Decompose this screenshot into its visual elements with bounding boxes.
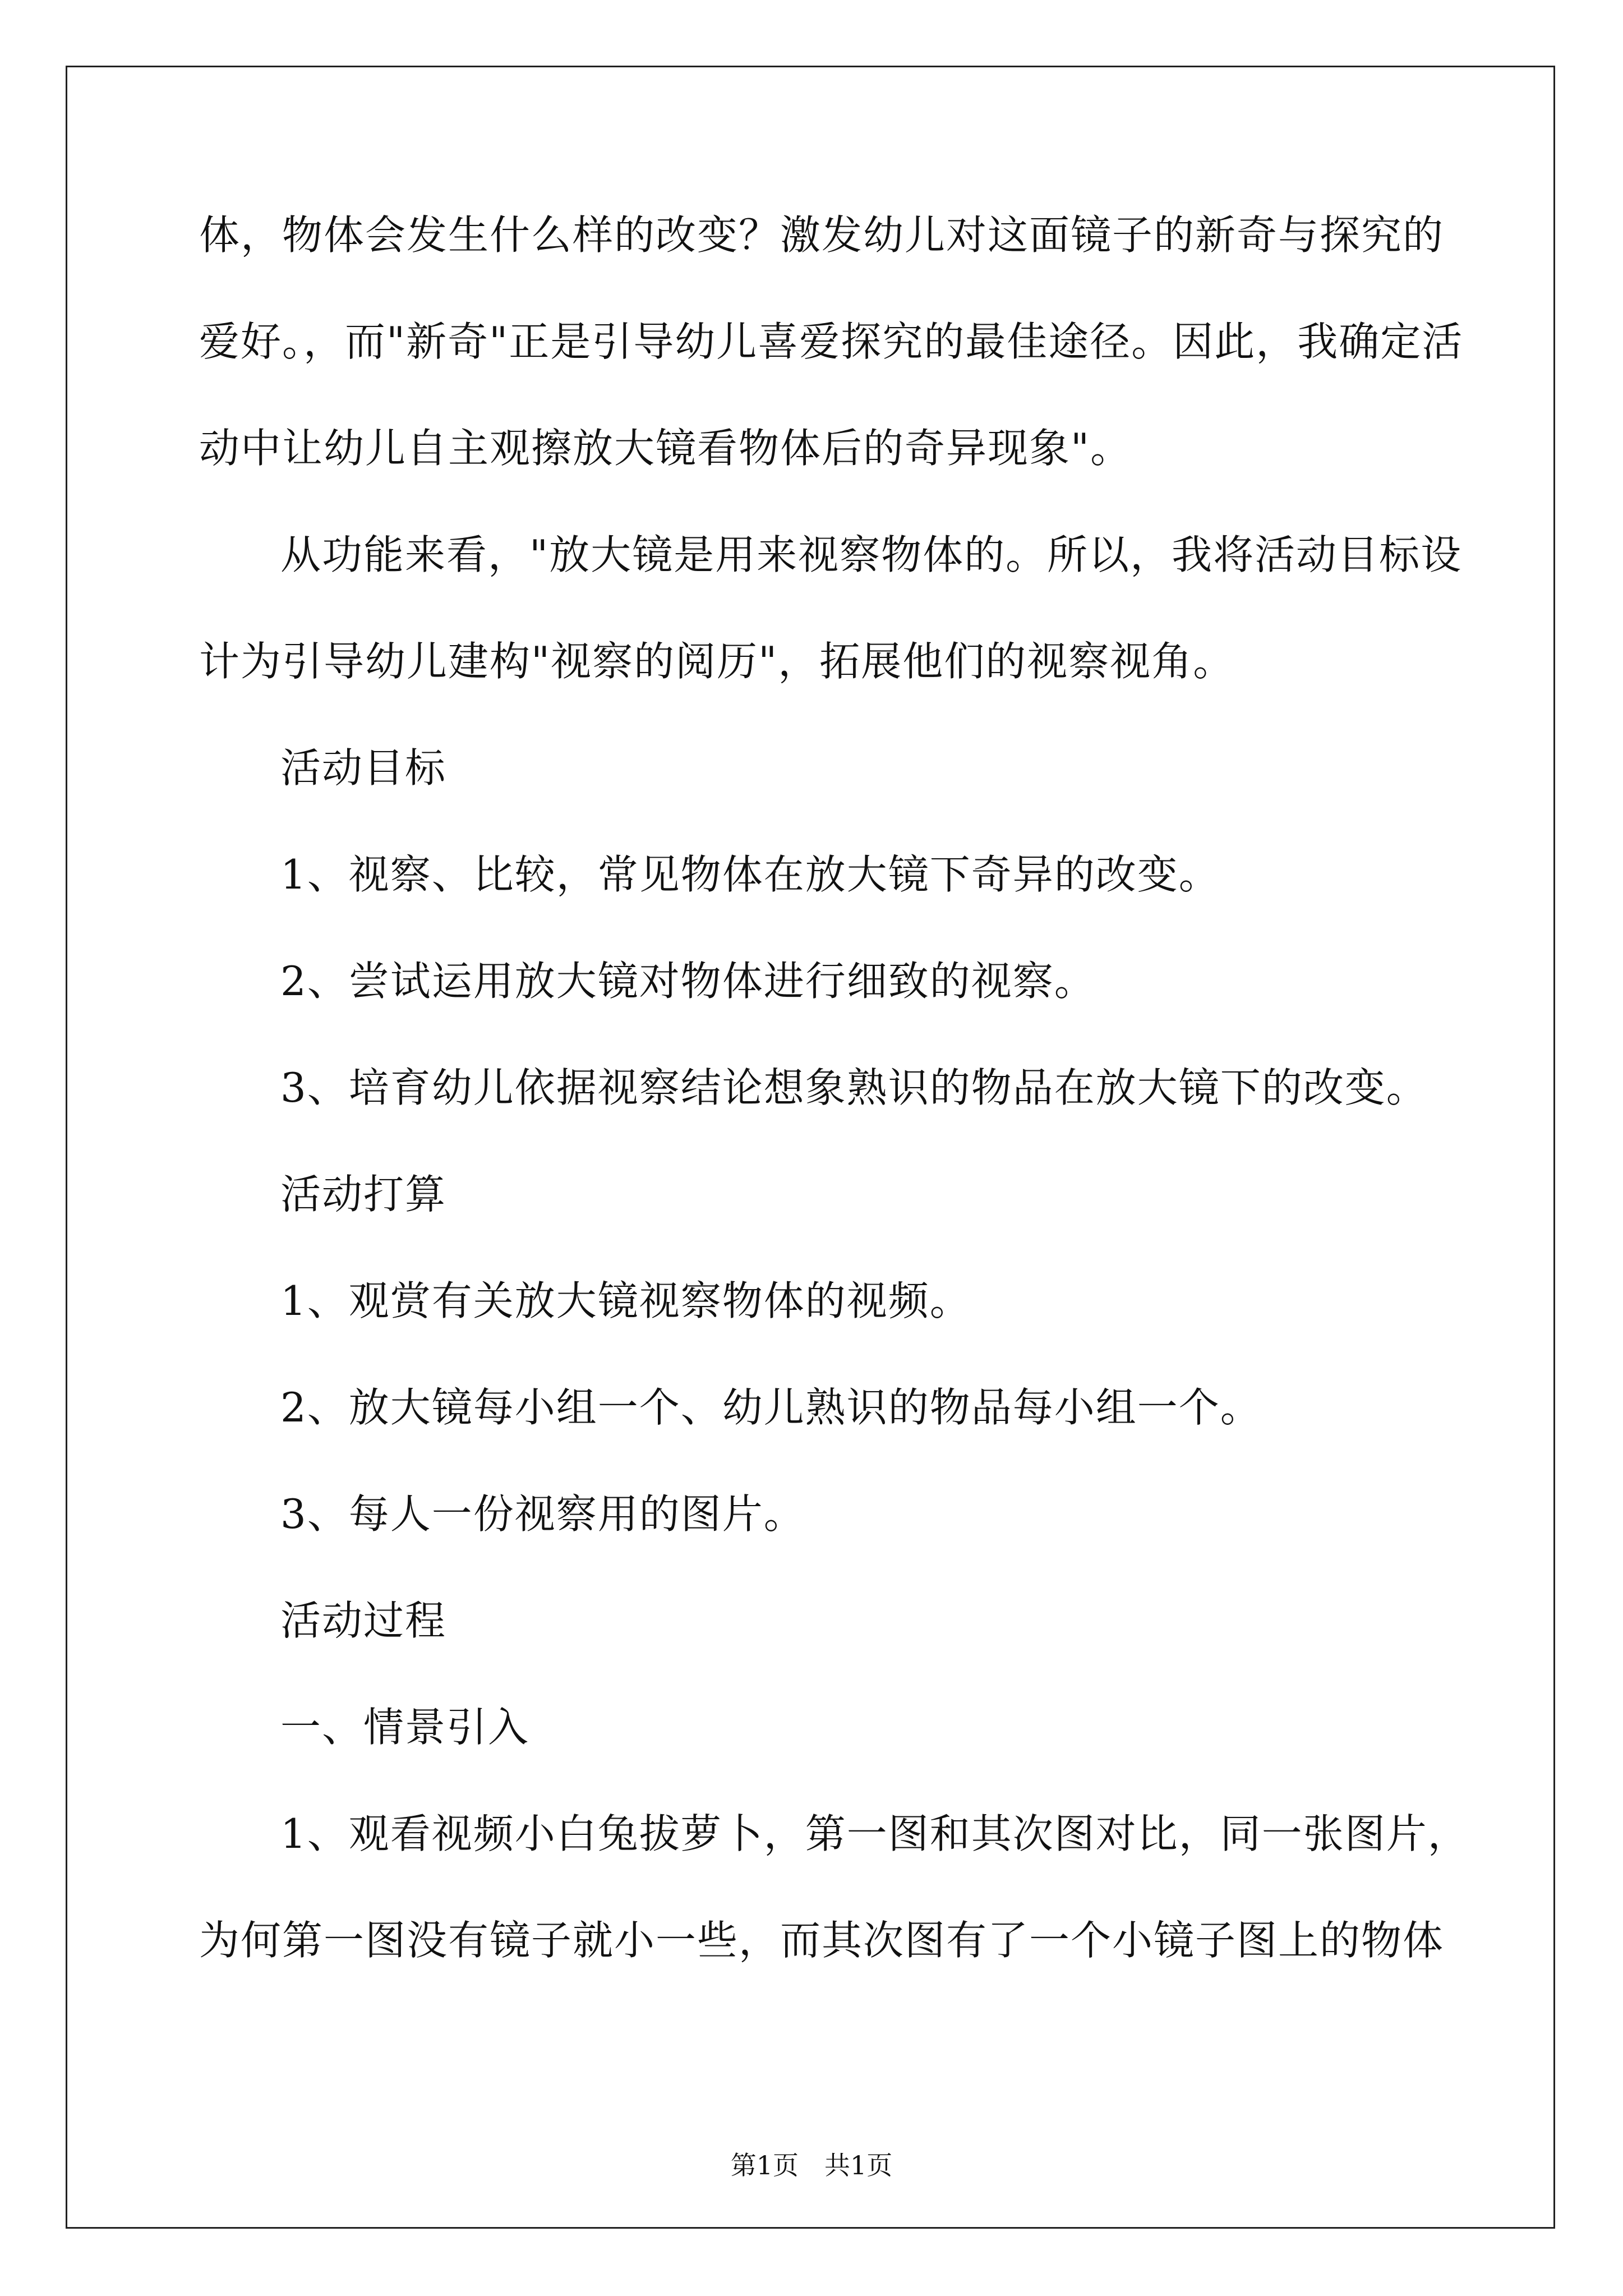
text-line-1: 体，物体会发生什么样的改变？激发幼儿对这面镜子的新奇与探究的 bbox=[199, 211, 1445, 259]
text-line-9: 3、培育幼儿依据视察结论想象熟识的物品在放大镜下的改变。 bbox=[280, 1064, 1428, 1111]
text-line-7: 1、视察、比较，常见物体在放大镜下奇异的改变。 bbox=[280, 851, 1220, 898]
text-line-16: 1、观看视频小白兔拔萝卜，第一图和其次图对比，同一张图片， bbox=[280, 1810, 1469, 1857]
text-line-17: 为何第一图没有镜子就小一些，而其次图有了一个小镜子图上的物体 bbox=[199, 1917, 1445, 1964]
text-line-5: 计为引导幼儿建构"视察的阅历"，拓展他们的视察视角。 bbox=[199, 638, 1235, 685]
heading-activity-preparation: 活动打算 bbox=[280, 1171, 447, 1218]
text-line-13: 3、每人一份视察用的图片。 bbox=[280, 1490, 805, 1538]
heading-scenario-intro: 一、情景引入 bbox=[280, 1704, 530, 1751]
heading-activity-process: 活动过程 bbox=[280, 1597, 447, 1644]
text-line-8: 2、尝试运用放大镜对物体进行细致的视察。 bbox=[280, 958, 1096, 1005]
page-number-footer: 第1页 共1页 bbox=[730, 2150, 893, 2180]
heading-activity-goals: 活动目标 bbox=[280, 744, 447, 792]
text-line-12: 2、放大镜每小组一个、幼儿熟识的物品每小组一个。 bbox=[280, 1384, 1262, 1431]
page-border bbox=[66, 66, 1555, 2229]
text-line-2: 爱好。，而"新奇"正是引导幼儿喜爱探究的最佳途径。因此，我确定活 bbox=[199, 318, 1464, 365]
text-line-4: 从功能来看，"放大镜是用来视察物体的。所以，我将活动目标设 bbox=[280, 531, 1463, 578]
text-line-3: 动中让幼儿自主观擦放大镜看物体后的奇异现象"。 bbox=[199, 425, 1132, 472]
text-line-11: 1、观赏有关放大镜视察物体的视频。 bbox=[280, 1277, 971, 1324]
